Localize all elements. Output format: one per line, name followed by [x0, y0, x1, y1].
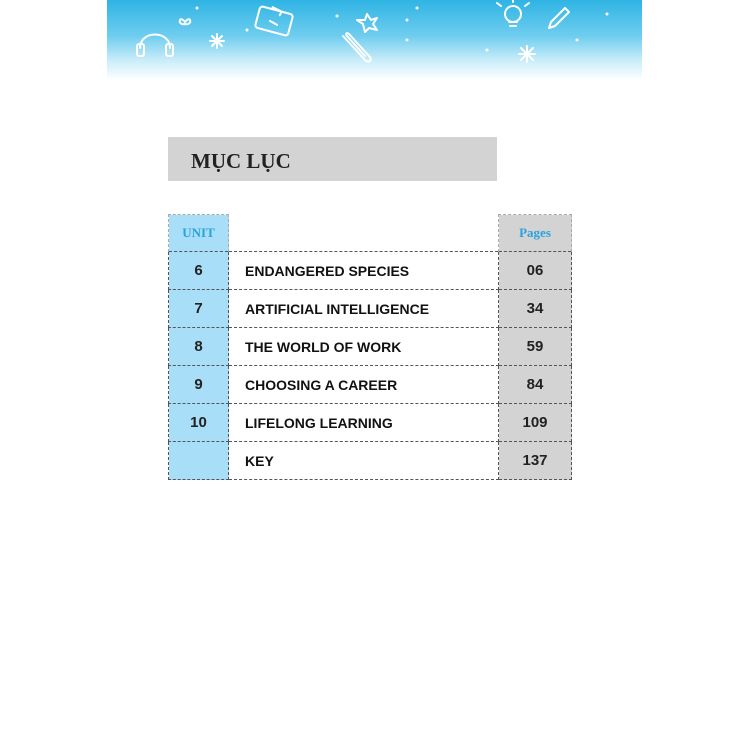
paperclip-icon: [343, 33, 371, 61]
unit-number: 10: [169, 404, 229, 442]
unit-number: 9: [169, 366, 229, 404]
unit-column-header: UNIT: [169, 215, 229, 252]
headphones-icon: [137, 35, 173, 57]
unit-title: THE WORLD OF WORK: [229, 328, 499, 366]
table-row: [169, 252, 572, 290]
snowflake-icon-2: [519, 46, 535, 62]
unit-title: ENDANGERED SPECIES: [229, 252, 499, 290]
title-column-header: [229, 215, 499, 252]
page-number: 59: [499, 328, 572, 366]
header-banner: [107, 0, 642, 80]
unit-number: 6: [169, 252, 229, 290]
page-number: 06: [499, 252, 572, 290]
briefcase-icon: [255, 6, 294, 36]
pencil-icon: [549, 8, 569, 28]
unit-title: LIFELONG LEARNING: [229, 404, 499, 442]
leaf-icon: [357, 14, 377, 32]
table-header-row: [169, 215, 572, 252]
table-row: [169, 404, 572, 442]
table-row: [169, 290, 572, 328]
table-row: [169, 328, 572, 366]
page-number: 109: [499, 404, 572, 442]
page-number: 137: [499, 442, 572, 480]
page-title: MỤC LỤC: [191, 149, 291, 173]
page-number: 34: [499, 290, 572, 328]
table-row: [169, 366, 572, 404]
banner-decoration: [107, 0, 642, 80]
unit-number: [169, 442, 229, 480]
title-bar: [168, 137, 497, 181]
snowflake-icon: [210, 34, 224, 48]
toc-table: [168, 214, 572, 480]
pages-column-header: Pages: [499, 215, 572, 252]
unit-title: KEY: [229, 442, 499, 480]
butterfly-icon: [180, 19, 191, 24]
lightbulb-icon: [497, 0, 529, 26]
unit-title: CHOOSING A CAREER: [229, 366, 499, 404]
page-number: 84: [499, 366, 572, 404]
unit-title: ARTIFICIAL INTELLIGENCE: [229, 290, 499, 328]
unit-number: 7: [169, 290, 229, 328]
table-row: [169, 442, 572, 480]
unit-number: 8: [169, 328, 229, 366]
